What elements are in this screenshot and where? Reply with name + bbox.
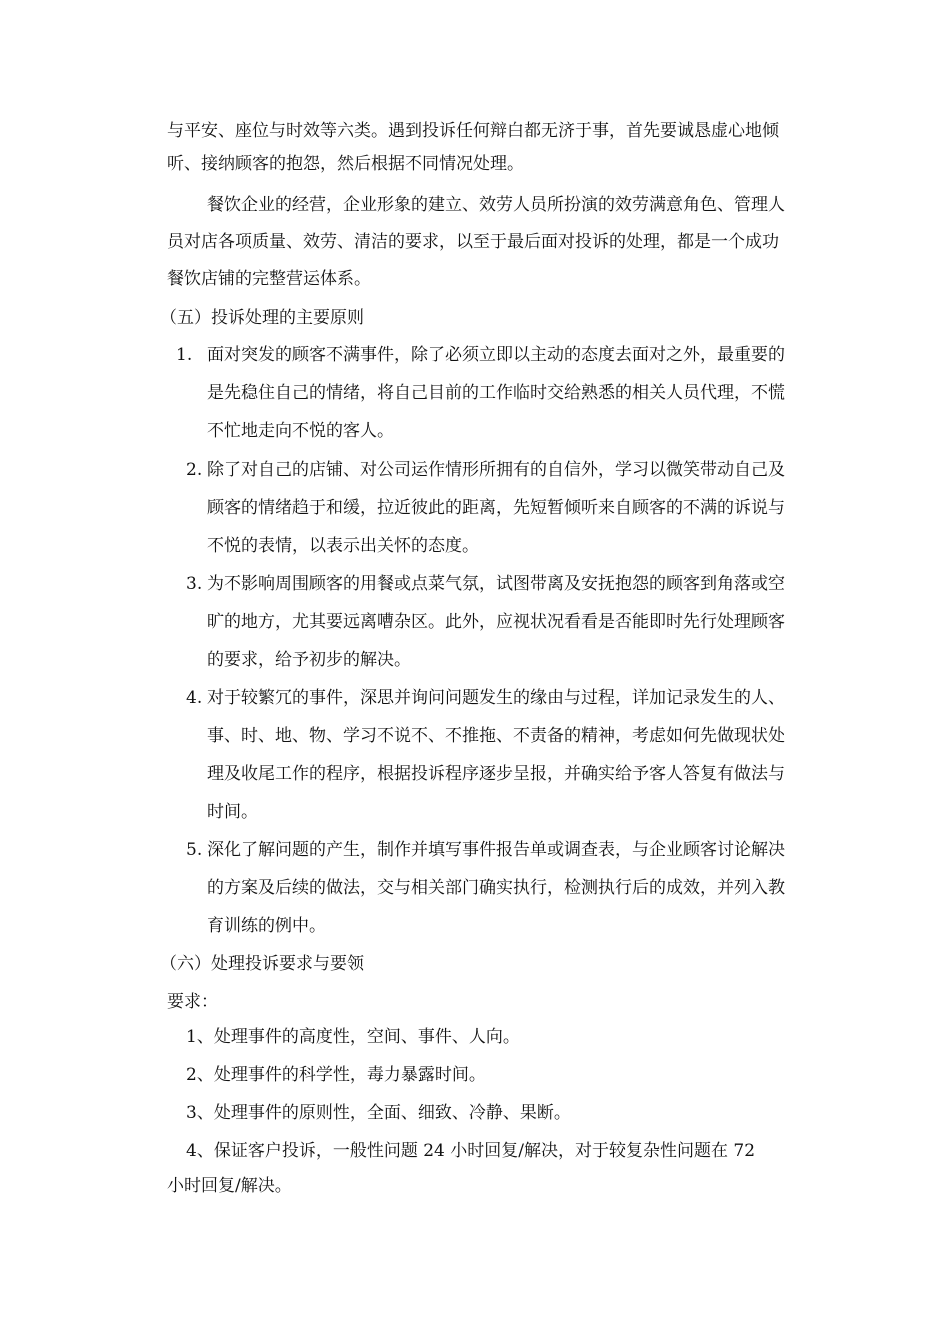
list-item-number: 4. xyxy=(186,688,203,708)
list-item-line: 育训练的例中。 xyxy=(207,916,326,936)
section6-heading: （六）处理投诉要求与要领 xyxy=(160,954,364,974)
list-item-number: 2. xyxy=(186,460,203,480)
intro-line-1: 与平安、座位与时效等六类。遇到投诉任何辩白都无济于事，首先要诚恳虚心地倾 xyxy=(167,121,779,141)
requirement-item: 4、保证客户投诉，一般性问题 24 小时回复/解决，对于较复杂性问题在 72 xyxy=(186,1141,756,1161)
requirement-item: 3、处理事件的原则性，全面、细致、冷静、果断。 xyxy=(186,1103,571,1123)
list-item-number: 1. xyxy=(176,345,193,365)
list-item-line: 不悦的表情，以表示出关怀的态度。 xyxy=(207,536,479,556)
list-item-line: 为不影响周围顾客的用餐或点菜气氛，试图带离及安抚抱怨的顾客到角落或空 xyxy=(207,574,785,594)
section6-subheading: 要求： xyxy=(167,992,218,1012)
requirement-continuation: 小时回复/解决。 xyxy=(167,1176,292,1196)
section5-heading: （五）投诉处理的主要原则 xyxy=(160,308,364,328)
para2-line-3: 餐饮店铺的完整营运体系。 xyxy=(167,269,371,289)
list-item-line: 除了对自己的店铺、对公司运作情形所拥有的自信外，学习以微笑带动自己及 xyxy=(207,460,785,480)
list-item-line: 对于较繁冗的事件，深思并询问问题发生的缘由与过程，详加记录发生的人、 xyxy=(207,688,785,708)
list-item-number: 5. xyxy=(186,840,203,860)
para2-line-1: 餐饮企业的经营，企业形象的建立、效劳人员所扮演的效劳满意角色、管理人 xyxy=(207,195,785,215)
list-item-number: 3. xyxy=(186,574,203,594)
intro-line-2: 听、接纳顾客的抱怨，然后根据不同情况处理。 xyxy=(167,154,524,174)
list-item-line: 时间。 xyxy=(207,802,258,822)
list-item-line: 面对突发的顾客不满事件，除了必须立即以主动的态度去面对之外，最重要的 xyxy=(207,345,785,365)
list-item-line: 理及收尾工作的程序，根据投诉程序逐步呈报，并确实给予客人答复有做法与 xyxy=(207,764,785,784)
list-item-line: 的方案及后续的做法，交与相关部门确实执行，检测执行后的成效，并列入教 xyxy=(207,878,785,898)
para2-line-2: 员对店各项质量、效劳、清洁的要求，以至于最后面对投诉的处理，都是一个成功 xyxy=(167,232,779,252)
list-item-line: 是先稳住自己的情绪，将自己目前的工作临时交给熟悉的相关人员代理，不慌 xyxy=(207,383,785,403)
list-item-line: 的要求，给予初步的解决。 xyxy=(207,650,411,670)
requirement-item: 2、处理事件的科学性，毒力暴露时间。 xyxy=(186,1065,486,1085)
list-item-line: 顾客的情绪趋于和缓，拉近彼此的距离，先短暂倾听来自顾客的不满的诉说与 xyxy=(207,498,785,518)
requirement-item: 1、处理事件的高度性，空间、事件、人向。 xyxy=(186,1027,520,1047)
list-item-line: 不忙地走向不悦的客人。 xyxy=(207,421,394,441)
list-item-line: 旷的地方，尤其要远离嘈杂区。此外，应视状况看看是否能即时先行处理顾客 xyxy=(207,612,785,632)
list-item-line: 深化了解问题的产生，制作并填写事件报告单或调查表，与企业顾客讨论解决 xyxy=(207,840,785,860)
list-item-line: 事、时、地、物、学习不说不、不推拖、不责备的精神，考虑如何先做现状处 xyxy=(207,726,785,746)
